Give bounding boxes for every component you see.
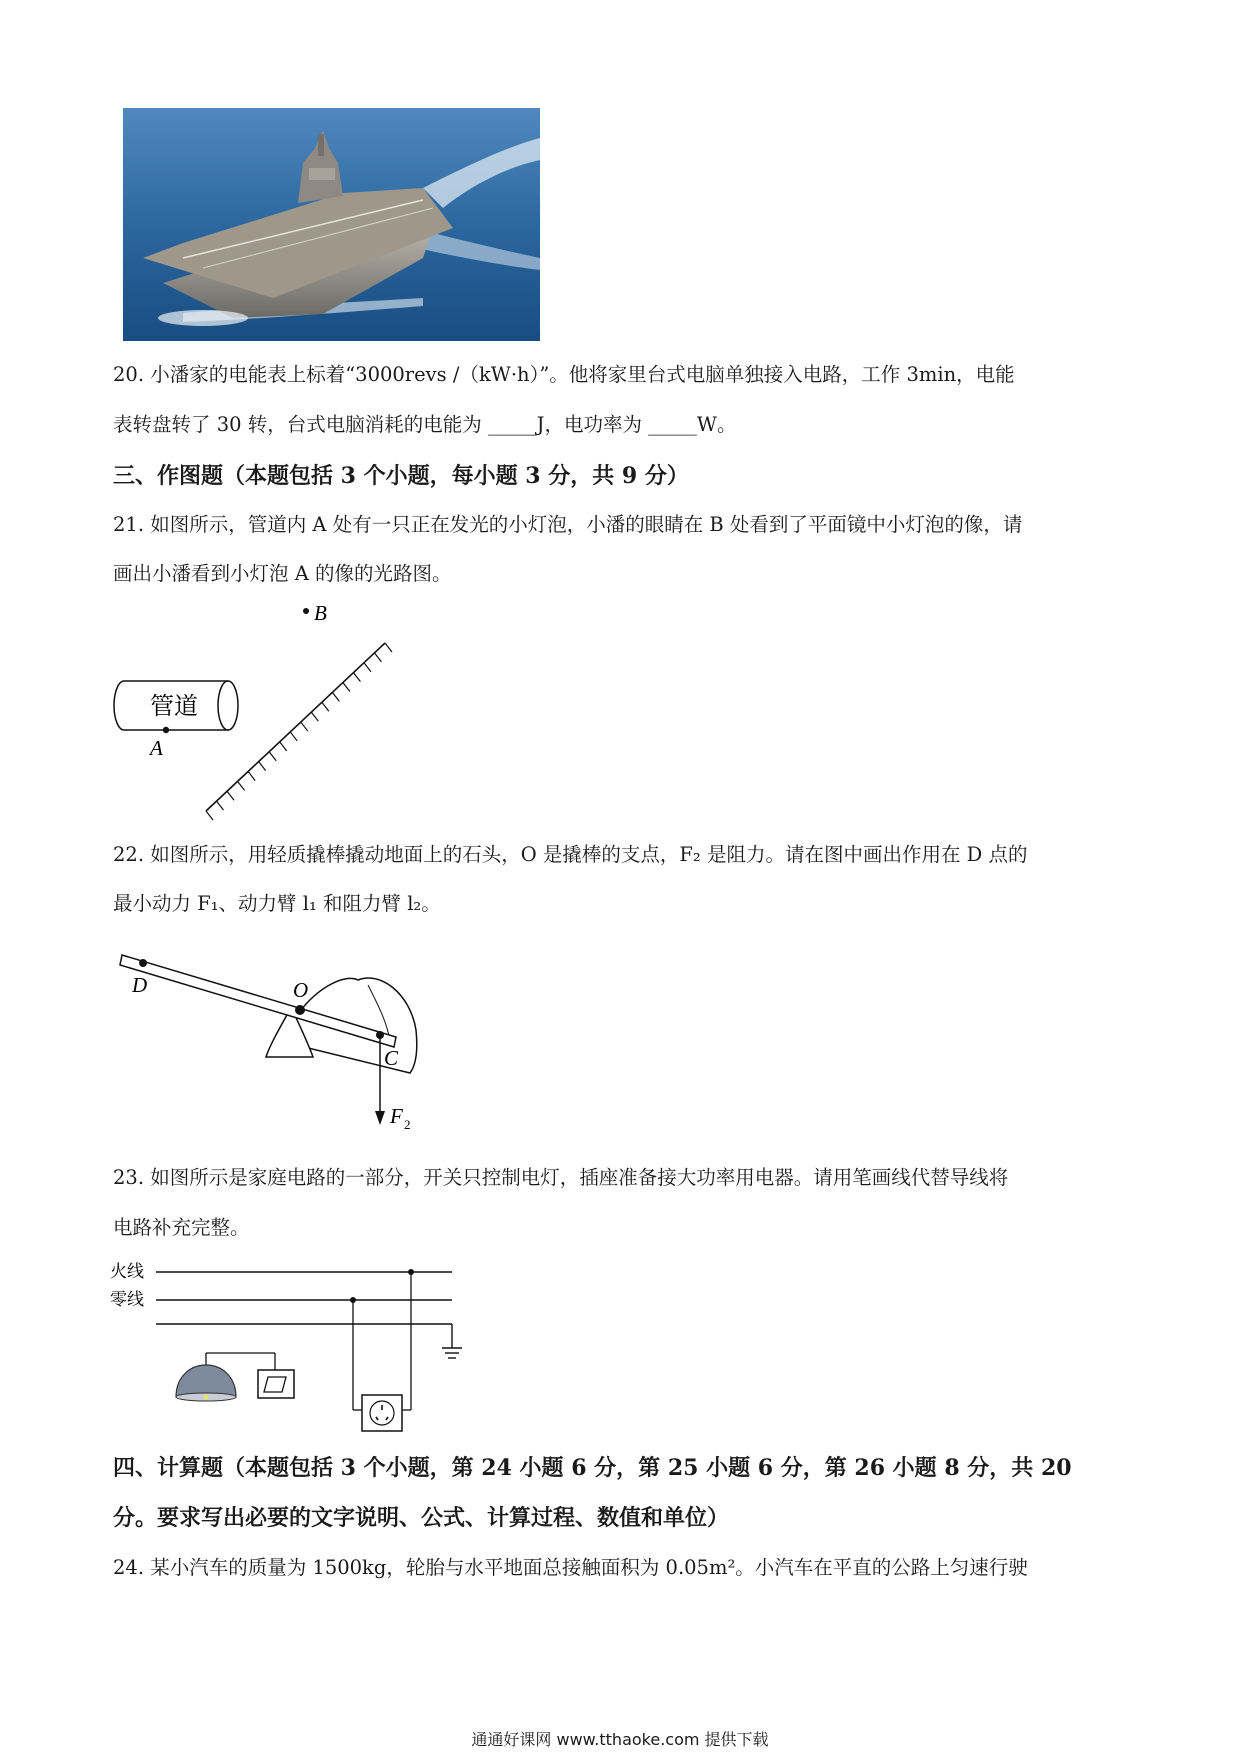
label-o: O [293, 978, 309, 1002]
label-neutral-wire: 零线 [110, 1290, 144, 1309]
mirror-hatch [301, 722, 308, 731]
lamp [176, 1365, 236, 1397]
pipe-label: 管道 [150, 694, 198, 720]
page-footer: 通通好课网 www.tthaoke.com 提供下载 [471, 1730, 769, 1749]
mirror-hatch [269, 752, 276, 761]
question-20-line-2: 表转盘转了 30 转，台式电脑消耗的电能为 _____J，电功率为 _____W。 [113, 413, 737, 436]
question-21-line-2: 画出小潘看到小灯泡 A 的像的光路图。 [113, 562, 452, 585]
mirror-hatch [343, 683, 350, 692]
mirror-hatch [227, 791, 234, 800]
mirror-hatch [206, 811, 213, 820]
mirror-hatch [217, 801, 224, 810]
figure-22-lever [118, 935, 438, 1135]
question-23-line-2: 电路补充完整。 [113, 1216, 250, 1239]
label-live-wire: 火线 [110, 1262, 144, 1281]
mirror-hatch [311, 712, 318, 721]
question-24-line-1: 24. 某小汽车的质量为 1500kg，轮胎与水平地面总接触面积为 0.05m²。小汽车在平直的公路上匀速行驶 [113, 1556, 1028, 1579]
section-4-heading-line-1: 四、计算题（本题包括 3 个小题，第 24 小题 6 分，第 25 小题 6 分，第 26 小题 8 分，共 20 [113, 1455, 1072, 1481]
figure-21-drawing [110, 598, 400, 823]
figure-23-circuit [110, 1255, 470, 1435]
mirror-hatch [248, 771, 255, 780]
mirror-hatch [238, 781, 245, 790]
label-f2-subscript: 2 [404, 1117, 411, 1132]
mirror-hatch [374, 653, 381, 662]
carrier-photo [123, 108, 540, 341]
question-23-line-1: 23. 如图所示是家庭电路的一部分，开关只控制电灯，插座准备接大功率用电器。请用笔画线代替导线将 [113, 1166, 1009, 1189]
label-f2: F [390, 1104, 403, 1128]
mirror-hatch [332, 692, 339, 701]
question-20-line-1: 20. 小潘家的电能表上标着“3000revs /（kW·h）”。他将家里台式电脑单独接入电路，工作 3min，电能 [113, 363, 1015, 386]
figure-22-drawing [118, 935, 438, 1135]
label-c: C [384, 1046, 399, 1070]
label-b: B [314, 601, 327, 625]
question-22-line-1: 22. 如图所示，用轻质撬棒撬动地面上的石头，O 是撬棒的支点，F₂ 是阻力。请在图中画出作用在 D 点的 [113, 843, 1028, 866]
label-d: D [132, 973, 148, 997]
carrier-photo-drawing [123, 108, 540, 341]
label-a: A [150, 736, 163, 760]
mirror-hatch [280, 742, 287, 751]
figure-23-drawing [110, 1255, 470, 1435]
mirror-hatch [259, 762, 266, 771]
mirror-hatch [290, 732, 297, 741]
section-3-heading: 三、作图题（本题包括 3 个小题，每小题 3 分，共 9 分） [113, 463, 689, 489]
figure-21-pipe-mirror [110, 598, 400, 823]
mirror-hatch [322, 702, 329, 711]
mirror-hatch [385, 643, 392, 652]
question-22-line-2: 最小动力 F₁、动力臂 l₁ 和阻力臂 l₂。 [113, 892, 441, 915]
mirror-hatch [364, 663, 371, 672]
mirror-hatch [353, 673, 360, 682]
question-21-line-1: 21. 如图所示，管道内 A 处有一只正在发光的小灯泡，小潘的眼睛在 B 处看到了平面镜中小灯泡的像，请 [113, 513, 1023, 536]
section-4-heading-line-2: 分。要求写出必要的文字说明、公式、计算过程、数值和单位） [113, 1505, 730, 1531]
